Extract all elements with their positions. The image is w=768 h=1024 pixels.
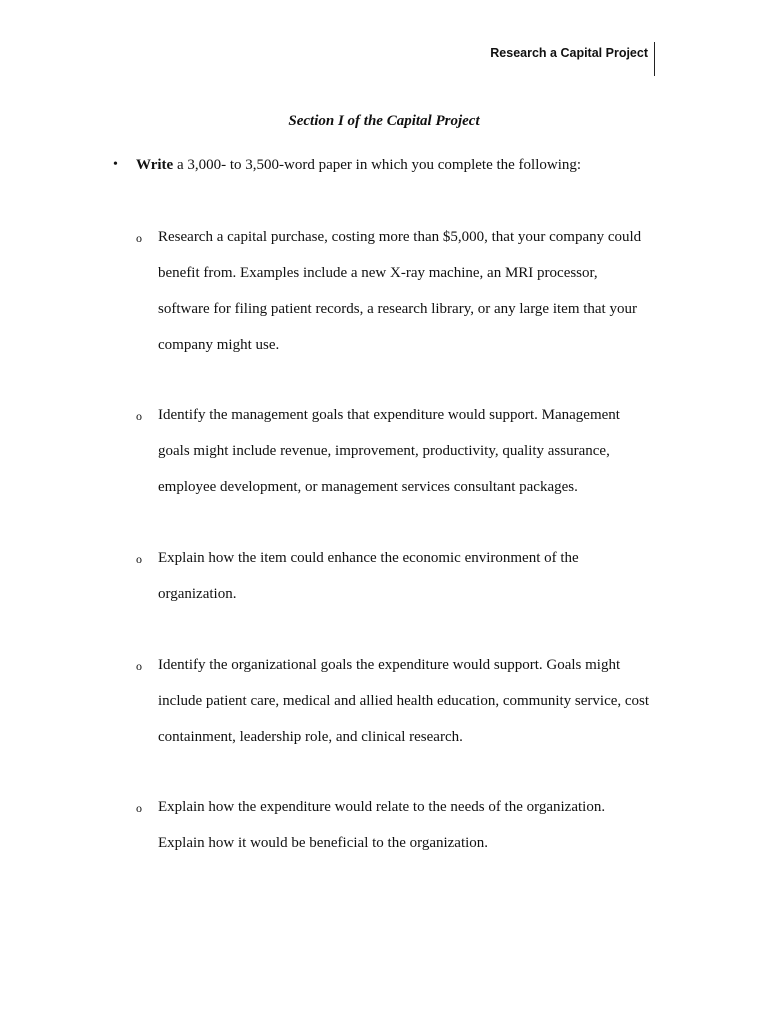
bullet-lead: Write: [136, 157, 174, 173]
item-line: organization.: [158, 586, 237, 602]
item-line: company might use.: [158, 337, 280, 353]
header-rule: [654, 42, 655, 76]
item-line: benefit from. Examples include a new X-ray machine, an MRI processor,: [158, 265, 598, 281]
sub-marker: o: [136, 801, 142, 815]
item-line: Explain how the item could enhance the economic environment of the: [158, 550, 579, 566]
item-line: software for filing patient records, a research library, or any large item that your: [158, 301, 637, 317]
item-text: [158, 397, 663, 505]
item-line: containment, leadership role, and clinical research.: [158, 729, 463, 745]
item-line: Research a capital purchase, costing more than $5,000, that your company could: [158, 229, 642, 245]
bullet-text: [136, 155, 581, 175]
item-line: Explain how the expenditure would relate to the needs of the organization.: [158, 799, 606, 815]
bullet-rest: a 3,000- to 3,500-word paper in which you complete the following:: [173, 157, 582, 173]
sub-marker: o: [136, 409, 142, 423]
item-line: goals might include revenue, improvement, productivity, quality assurance,: [158, 443, 610, 459]
sub-marker: o: [136, 552, 142, 566]
item-text: [158, 647, 663, 755]
item-text: [158, 789, 663, 861]
sub-marker: o: [136, 659, 142, 673]
item-line: Identify the management goals that expenditure would support. Management: [158, 407, 620, 423]
item-text: [158, 219, 663, 363]
item-line: Explain how it would be beneficial to the organization.: [158, 835, 489, 851]
running-header: Research a Capital Project: [490, 46, 648, 60]
item-line: Identify the organizational goals the expenditure would support. Goals might: [158, 657, 621, 673]
sub-marker: o: [136, 231, 142, 245]
section-title: Section I of the Capital Project: [288, 113, 480, 129]
item-line: include patient care, medical and allied health education, community service, cost: [158, 693, 650, 709]
item-line: employee development, or management services consultant packages.: [158, 479, 578, 495]
item-text: [158, 540, 663, 612]
bullet-marker: •: [113, 157, 118, 172]
